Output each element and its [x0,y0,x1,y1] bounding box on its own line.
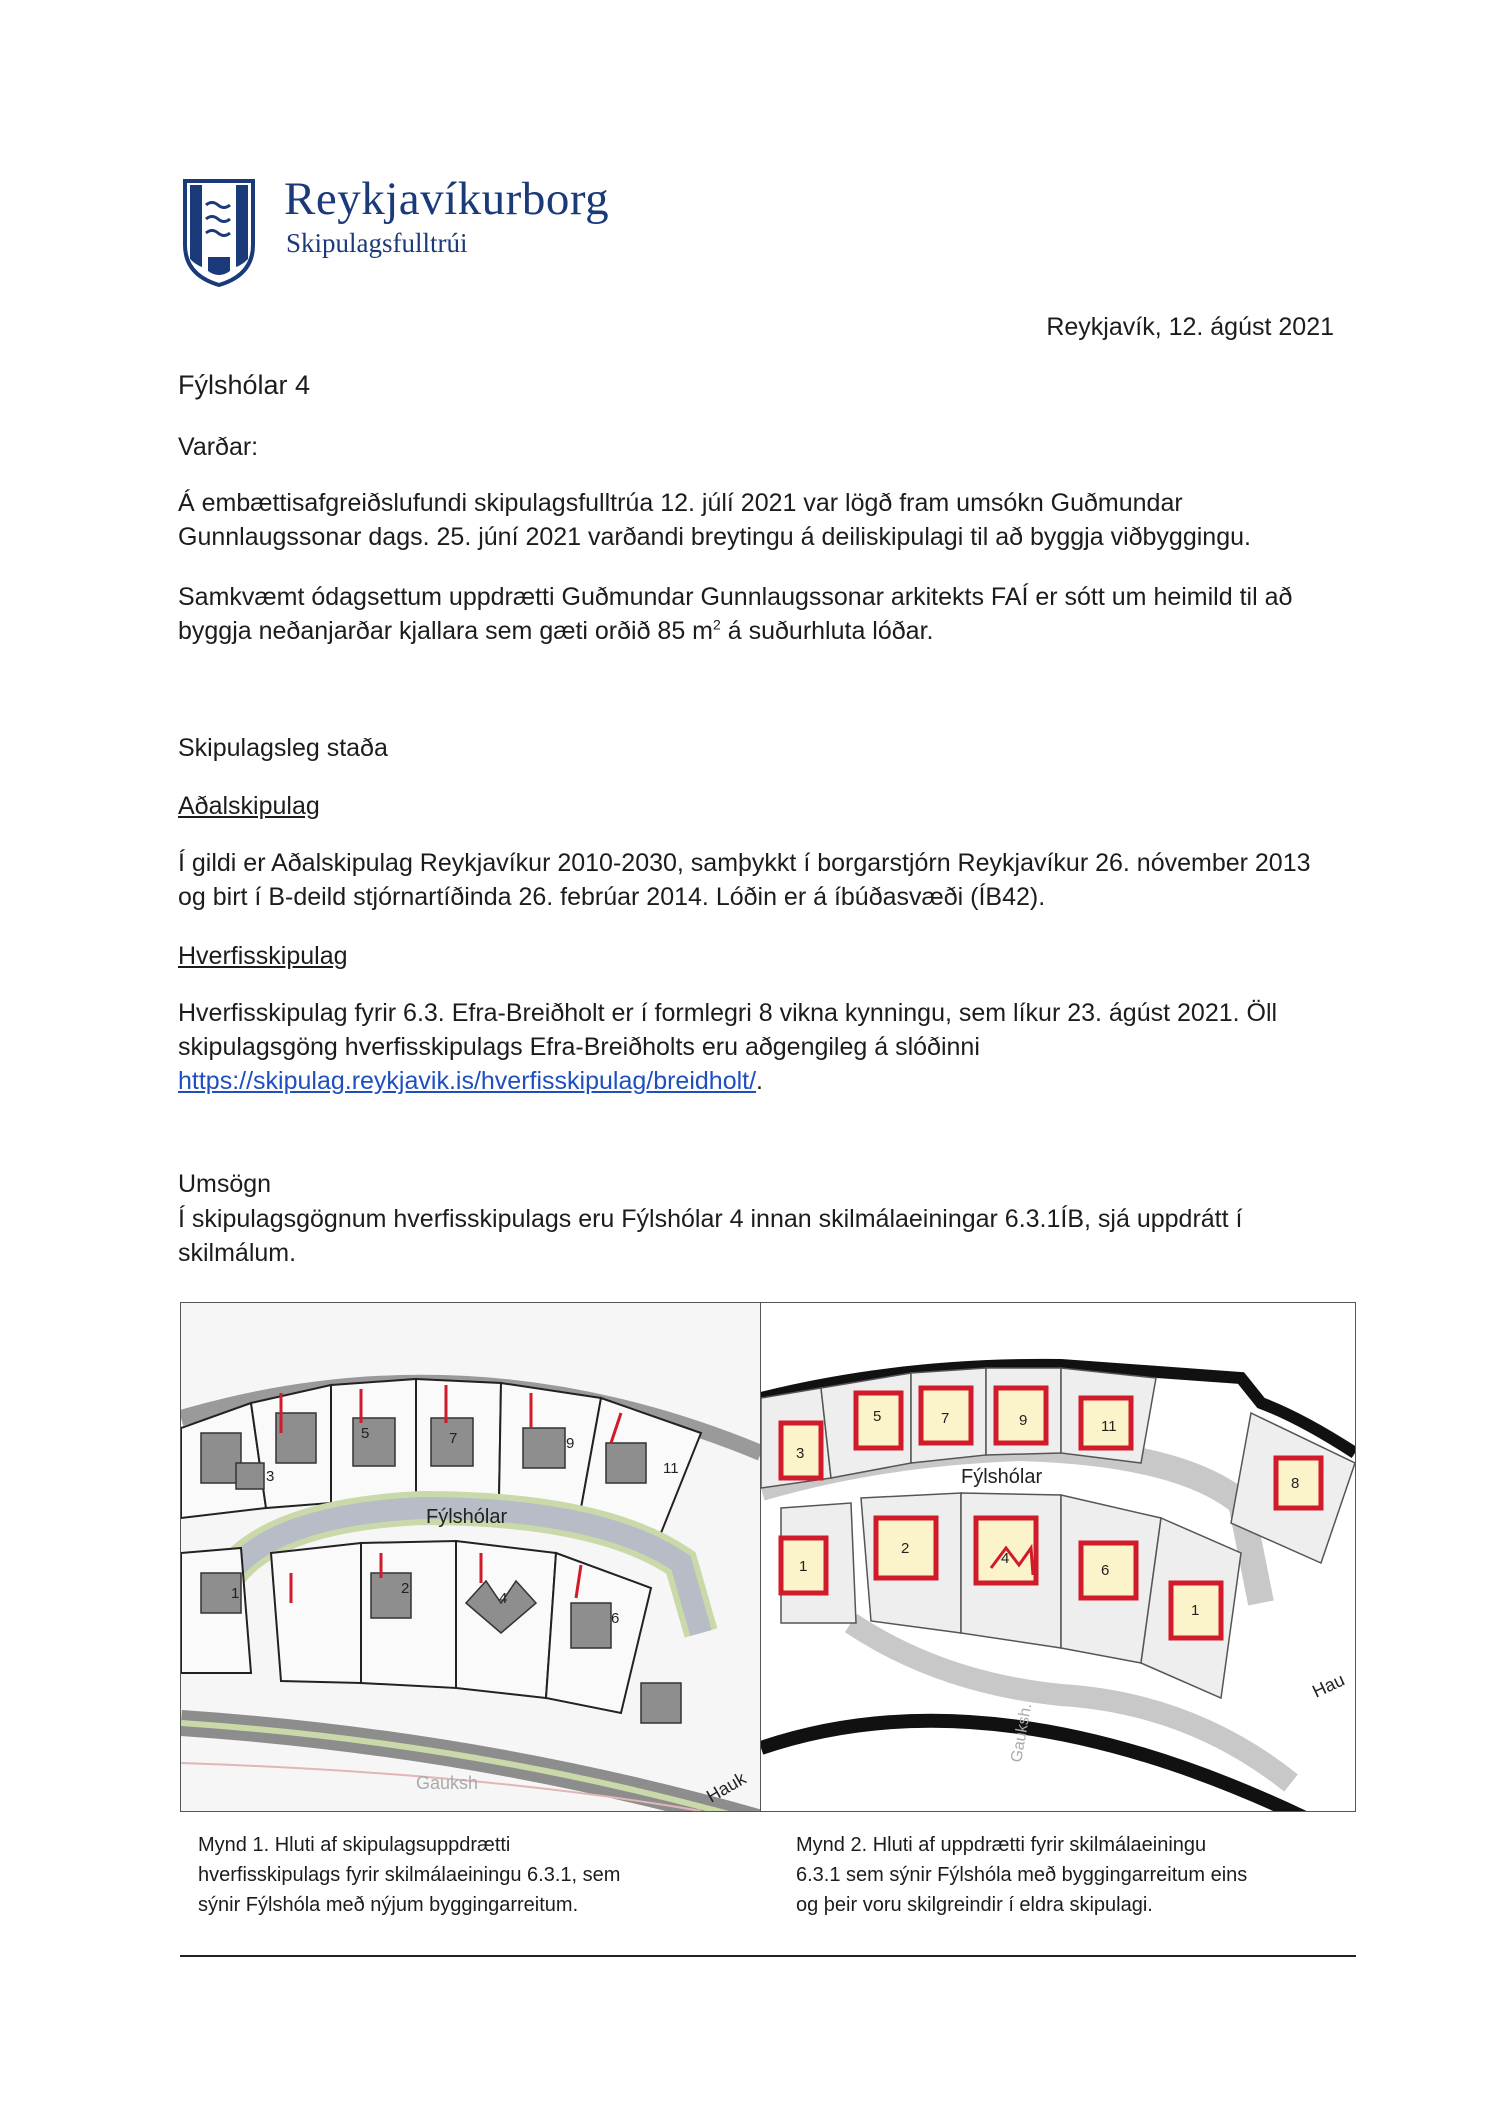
superscript: 2 [713,616,721,633]
caption-line: Mynd 2. Hluti af uppdrætti fyrir skilmálaeiningu [796,1834,1207,1856]
letter-date: Reykjavík, 12. ágúst 2021 [1046,313,1334,341]
subsection-title-master-plan: Aðalskipulag [178,792,320,820]
lot-number: 9 [1019,1412,1028,1429]
subsection-title-district-plan: Hverfisskipulag [178,942,348,970]
lot-number: 7 [941,1410,950,1427]
figure-map-district-plan [180,1302,762,1812]
caption-line: og þeir voru skilgreindir í eldra skipulagi. [796,1894,1153,1916]
caption-line: 6.3.1 sem sýnir Fýlshóla með byggingarreitum eins [796,1864,1248,1886]
district-plan-link[interactable]: https://skipulag.reykjavik.is/hverfisskipulag/breidholt/ [178,1067,757,1095]
regarding-label: Varðar: [178,433,259,461]
paragraph-master-plan [178,846,1358,914]
paragraph-line: Gunnlaugssonar dags. 25. júní 2021 varðandi breytingu á deiliskipulagi til að byggja viðbyggingu. [178,523,1251,551]
lot-number: 3 [266,1468,275,1485]
street-label: Gauksh [416,1773,479,1793]
lot-number: 1 [1191,1602,1200,1619]
paragraph-line: og birt í B-deild stjórnartíðinda 26. febrúar 2014. Lóðin er á íbúðasvæði (ÍB42). [178,883,1046,911]
caption-line: sýnir Fýlshóla með nýjum byggingarreitum. [198,1894,579,1916]
paragraph-opinion [178,1202,1358,1270]
lot-number: 3 [796,1445,805,1462]
paragraph-district-plan [178,996,1358,1098]
lot-number: 8 [1291,1475,1300,1492]
letter-subject: Fýlshólar 4 [178,370,311,400]
text-fragment: á suðurhluta lóðar. [720,617,934,645]
figure-map-old-plan [760,1302,1356,1812]
street-label: Hauk [703,1768,750,1807]
figure-caption-1 [198,1830,718,1920]
lot-number: 1 [231,1585,240,1602]
text-fragment: . [756,1067,763,1095]
caption-line: Mynd 1. Hluti af skipulagsuppdrætti [198,1834,511,1856]
lot-number: 4 [499,1590,508,1607]
section-title-opinion: Umsögn [178,1170,272,1198]
map-drawing [181,1303,761,1811]
street-label: Fýlshólar [961,1466,1043,1488]
street-label: Hau [1309,1669,1348,1702]
street-label: Gauksh. [1008,1702,1036,1764]
org-name: Reykjavíkurborg [284,173,610,225]
department-name: Skipulagsfulltrúi [286,228,468,258]
paragraph-line: skipulagsgöng hverfisskipulags Efra-Breiðholts eru aðgengileg á slóðinni [178,1033,980,1061]
lot-number: 2 [901,1540,910,1557]
paragraph-line: skilmálum. [178,1239,297,1267]
paragraph-line [178,1064,1358,1098]
paragraph-line: Samkvæmt ódagsettum uppdrætti Guðmundar Gunnlaugssonar arkitekts FAÍ er sótt um heimild til að [178,583,1293,611]
caption-divider [180,1955,1356,1957]
figure-caption-2 [796,1830,1336,1920]
paragraph-request [178,580,1338,648]
street-label: Fýlshólar [426,1506,508,1528]
paragraph-line: Í gildi er Aðalskipulag Reykjavíkur 2010-2030, samþykkt í borgarstjórn Reykjavíkur 26. nóvember 2013 [178,849,1311,877]
text-fragment: byggja neðanjarðar kjallara sem gæti orðið 85 m [178,617,714,645]
lot-number: 5 [361,1425,370,1442]
lot-number: 11 [1101,1418,1117,1435]
city-logo [182,175,256,287]
lot-number: 2 [401,1580,410,1597]
lot-number: 11 [663,1460,679,1477]
lot-number: 4 [1001,1550,1010,1567]
paragraph-line [178,614,1338,648]
paragraph-application [178,486,1338,554]
lot-number: 9 [566,1435,575,1452]
coat-of-arms-icon [182,175,256,287]
lot-number: 1 [799,1558,808,1575]
lot-number: 7 [449,1430,458,1447]
paragraph-line: Í skipulagsgögnum hverfisskipulags eru Fýlshólar 4 innan skilmálaeiningar 6.3.1ÍB, sjá uppdrátt í [178,1205,1243,1233]
lot-number: 5 [873,1408,882,1425]
section-title-planning-status: Skipulagsleg staða [178,734,388,762]
caption-line: hverfisskipulags fyrir skilmálaeiningu 6.3.1, sem [198,1864,621,1886]
map-drawing [761,1303,1355,1811]
lot-number: 6 [1101,1562,1110,1579]
paragraph-line: Hverfisskipulag fyrir 6.3. Efra-Breiðholt er í formlegri 8 vikna kynningu, sem líkur 23. ágúst 2021. Öll [178,999,1278,1027]
lot-number: 6 [611,1610,620,1627]
paragraph-line: Á embættisafgreiðslufundi skipulagsfulltrúa 12. júlí 2021 var lögð fram umsókn Guðmundar [178,489,1183,517]
